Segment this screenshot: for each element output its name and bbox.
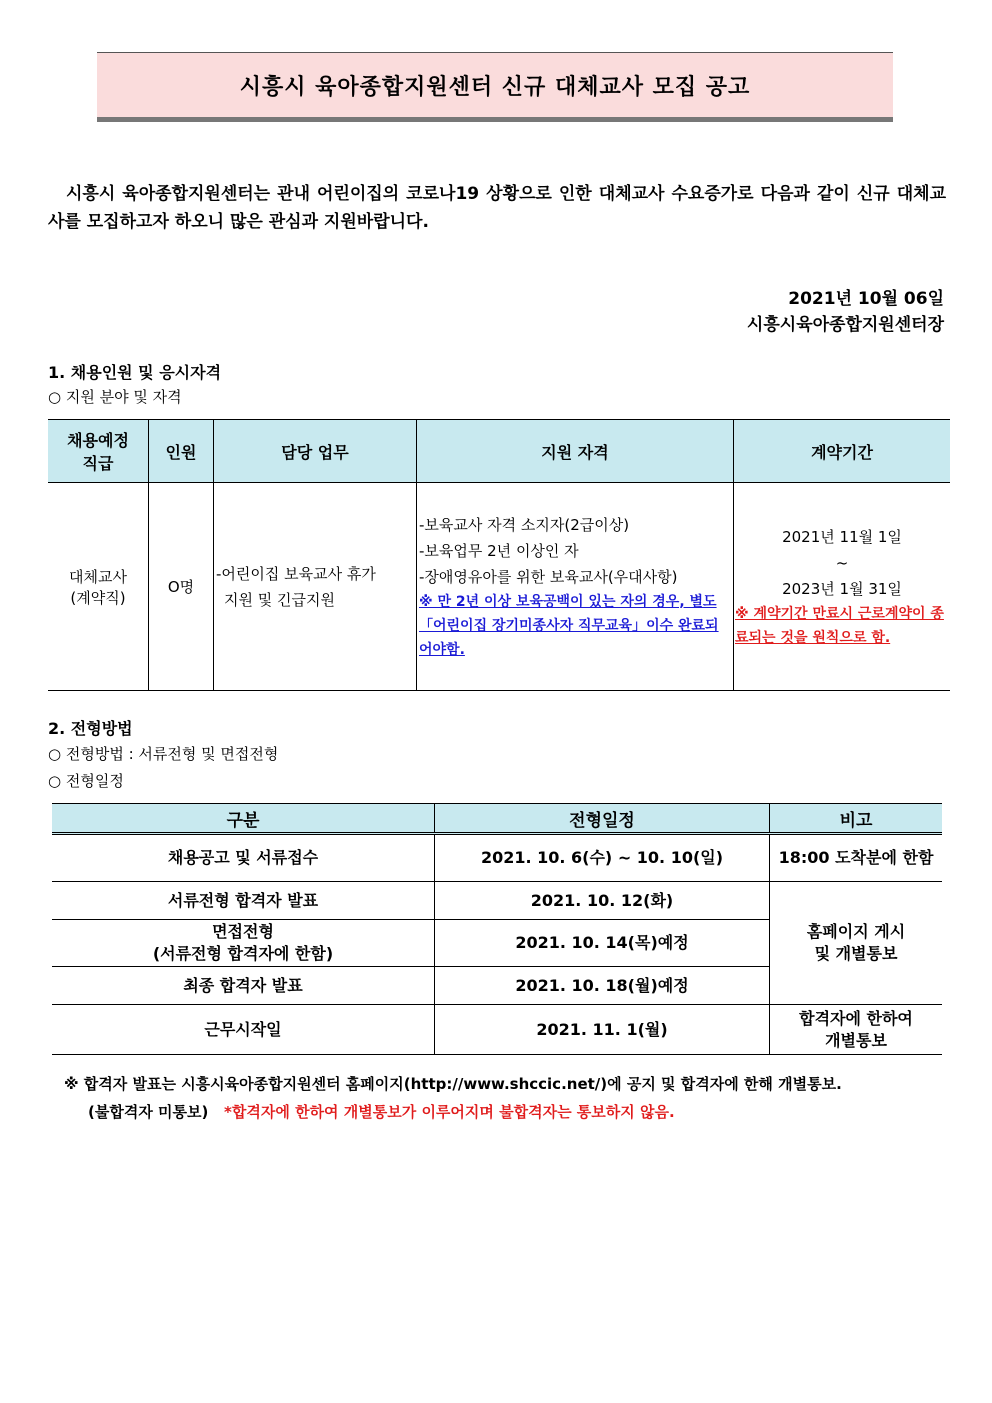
header-duty: 담당 업무 bbox=[214, 420, 417, 483]
cell-position: 대체교사 (계약직) bbox=[48, 483, 149, 691]
schedule-table bbox=[52, 803, 942, 1055]
cell-schedule: 2021. 11. 1(월) bbox=[435, 1005, 770, 1055]
table-row bbox=[52, 1005, 942, 1055]
cell-count: O명 bbox=[149, 483, 214, 691]
cell-qual: -보육교사 자격 소지자(2급이상) -보육업무 2년 이상인 자 -장애영유아를 위한 보육교사(우대사항) ※ 만 2년 이상 보육공백이 있는 자의 경우, 별도「어린이집 장기미종사자 직무교육」이수 완료되어야함. bbox=[417, 483, 734, 691]
cell-remarks: 합격자에 한하여 개별통보 bbox=[770, 1005, 943, 1055]
header-schedule: 전형일정 bbox=[435, 804, 770, 834]
footnote bbox=[64, 1070, 842, 1126]
footnote-line1: ※ 합격자 발표는 시흥시육아종합지원센터 홈페이지(http://www.shccic.net/)에 공지 및 합격자에 한해 개별통보. bbox=[64, 1075, 842, 1093]
header-period: 계약기간 bbox=[734, 420, 951, 483]
cell-duty: -어린이집 보육교사 휴가 지원 및 긴급지원 bbox=[214, 483, 417, 691]
section2-sub1: ○ 전형방법 : 서류전형 및 면접전형 bbox=[48, 745, 279, 763]
footnote-line2: (불합격자 미통보) *합격자에 한하여 개별통보가 이루어지며 불합격자는 통보하지 않음. bbox=[88, 1103, 675, 1121]
table-header-row bbox=[48, 420, 950, 483]
page-title: 시흥시 육아종합지원센터 신규 대체교사 모집 공고 bbox=[97, 52, 893, 122]
cell-category: 근무시작일 bbox=[52, 1005, 435, 1055]
table-row bbox=[52, 834, 942, 882]
issuer: 시흥시육아종합지원센터장 bbox=[746, 315, 944, 335]
header-position: 채용예정 직급 bbox=[48, 420, 149, 483]
footnote-red: *합격자에 한하여 개별통보가 이루어지며 불합격자는 통보하지 않음. bbox=[224, 1103, 675, 1121]
section2-heading: 2. 전형방법 bbox=[48, 719, 133, 738]
header-category: 구분 bbox=[52, 804, 435, 834]
cell-category: 채용공고 및 서류접수 bbox=[52, 834, 435, 882]
intro-paragraph: 시흥시 육아종합지원센터는 관내 어린이집의 코로나19 상황으로 인한 대체교사 수요증가로 다음과 같이 신규 대체교사를 모집하고자 하오니 많은 관심과 지원바랍니다. bbox=[48, 184, 946, 232]
cell-category: 서류전형 합격자 발표 bbox=[52, 882, 435, 920]
cell-remarks-merged: 홈페이지 게시 및 개별통보 bbox=[770, 882, 943, 1005]
header-qual: 지원 자격 bbox=[417, 420, 734, 483]
cell-period: 2021년 11월 1일 ~ 2023년 1월 31일 ※ 계약기간 만료시 근로계약이 종료되는 것을 원칙으로 함. bbox=[734, 483, 951, 691]
cell-schedule: 2021. 10. 12(화) bbox=[435, 882, 770, 920]
section1-heading: 1. 채용인원 및 응시자격 bbox=[48, 363, 222, 382]
cell-schedule: 2021. 10. 6(수) ~ 10. 10(일) bbox=[435, 834, 770, 882]
table-header-row bbox=[52, 804, 942, 834]
cell-schedule: 2021. 10. 14(목)예정 bbox=[435, 920, 770, 967]
issue-block bbox=[747, 286, 944, 338]
section1-sub: ○ 지원 분야 및 자격 bbox=[48, 388, 182, 406]
cell-schedule: 2021. 10. 18(월)예정 bbox=[435, 967, 770, 1005]
table-row bbox=[48, 483, 950, 691]
cell-remarks: 18:00 도착분에 한함 bbox=[770, 834, 943, 882]
header-count: 인원 bbox=[149, 420, 214, 483]
section2-sub2: ○ 전형일정 bbox=[48, 772, 124, 790]
qual-note: ※ 만 2년 이상 보육공백이 있는 자의 경우, 별도「어린이집 장기미종사자 직무교육」이수 완료되어야함. bbox=[419, 593, 719, 658]
header-remarks: 비고 bbox=[770, 804, 943, 834]
cell-category: 최종 합격자 발표 bbox=[52, 967, 435, 1005]
cell-category: 면접전형 (서류전형 합격자에 한함) bbox=[52, 920, 435, 967]
period-note: ※ 계약기간 만료시 근로계약이 종료되는 것을 원칙으로 함. bbox=[735, 605, 944, 646]
qualification-table bbox=[48, 419, 950, 691]
table-row bbox=[52, 882, 942, 920]
issue-date: 2021년 10월 06일 bbox=[788, 289, 944, 309]
